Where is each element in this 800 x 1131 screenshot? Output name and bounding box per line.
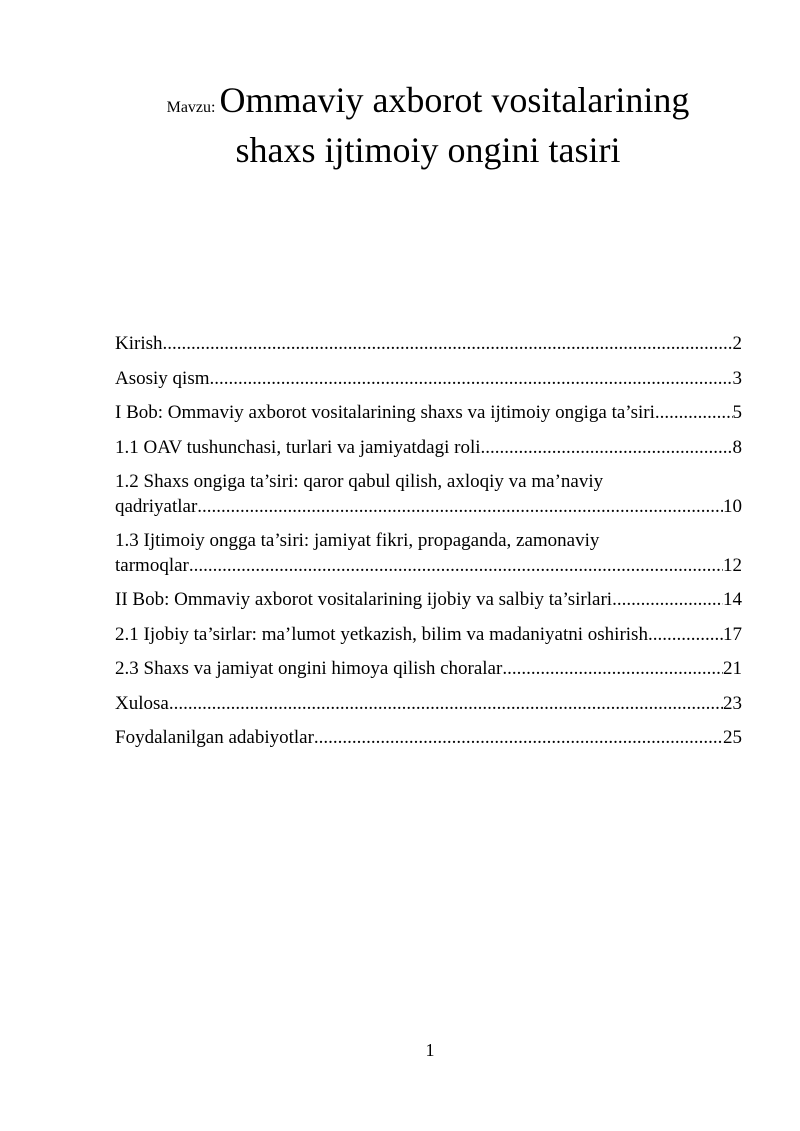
toc-label: Xulosa: [115, 692, 169, 714]
toc-leader-dots: [481, 436, 733, 461]
toc-page-number: 17: [723, 623, 742, 645]
title-block: [0, 76, 800, 174]
title-text-1: Ommaviy axborot vositalarining: [219, 80, 690, 120]
toc-entry-section-2-1[interactable]: [115, 623, 742, 648]
toc-leader-dots: [612, 588, 723, 613]
toc-page-number: 3: [732, 367, 742, 389]
toc-leader-dots: [197, 495, 723, 520]
toc-page-number: 5: [732, 402, 742, 423]
topic-label: Mavzu:: [166, 99, 216, 116]
toc-entry-section-1-3[interactable]: [115, 529, 742, 578]
toc-label: Foydalanilgan adabiyotlar: [115, 727, 314, 748]
toc-entry-chapter-2[interactable]: [115, 588, 742, 613]
toc-entry-chapter-1[interactable]: [115, 401, 742, 426]
title-line-1: [28, 76, 800, 124]
toc-leader-dots: [314, 726, 723, 751]
toc-entry-section-2-3[interactable]: [115, 657, 742, 682]
toc-entry-section-1-1[interactable]: [115, 436, 742, 461]
toc-label: I Bob: Ommaviy axborot vositalarining shaxs va ijtimoiy ongiga ta’siri: [115, 402, 655, 423]
toc-label: tarmoqlar: [115, 554, 189, 576]
toc-entry-xulosa[interactable]: [115, 692, 742, 717]
toc-leader-dots: [502, 657, 723, 682]
toc-page-number: 8: [732, 436, 742, 458]
toc-leader-dots: [189, 554, 723, 579]
toc-label: 1.1 OAV tushunchasi, turlari va jamiyatdagi roli: [115, 436, 481, 458]
toc-page-number: 14: [723, 589, 742, 610]
toc-label: Kirish: [115, 333, 163, 354]
toc-entry-asosiy-qism[interactable]: [115, 367, 742, 392]
toc-entry-section-1-2[interactable]: [115, 470, 742, 519]
toc-page-number: 25: [723, 727, 742, 748]
toc-page-number: 12: [723, 554, 742, 576]
toc-label-first-line: 1.2 Shaxs ongiga ta’siri: qaror qabul qilish, axloqiy va ma’naviy: [115, 471, 604, 492]
toc-label: II Bob: Ommaviy axborot vositalarining ijobiy va salbiy ta’sirlari: [115, 589, 613, 610]
toc-leader-dots: [163, 332, 733, 357]
toc-page-number: 23: [723, 692, 742, 714]
toc-leader-dots: [210, 367, 733, 392]
toc-leader-dots: [169, 692, 723, 717]
toc-entry-kirish[interactable]: [115, 332, 742, 357]
toc-label: qadriyatlar: [115, 495, 198, 517]
toc-leader-dots: [648, 623, 723, 648]
table-of-contents: [115, 332, 742, 761]
toc-entry-adabiyotlar[interactable]: [115, 726, 742, 751]
toc-leader-dots: [655, 401, 733, 426]
toc-label: 2.3 Shaxs va jamiyat ongini himoya qilish choralar: [115, 658, 503, 679]
toc-page-number: 10: [723, 495, 742, 517]
toc-page-number: 2: [732, 333, 742, 354]
toc-label-first-line: 1.3 Ijtimoiy ongga ta’siri: jamiyat fikri, propaganda, zamonaviy: [115, 530, 600, 551]
title-line-2: shaxs ijtimoiy ongini tasiri: [235, 130, 621, 170]
toc-label: 2.1 Ijobiy ta’sirlar: ma’lumot yetkazish, bilim va madaniyatni oshirish: [115, 623, 648, 645]
toc-page-number: 21: [723, 658, 742, 679]
page-number: 1: [425, 1040, 435, 1060]
toc-label: Asosiy qism: [115, 367, 210, 389]
